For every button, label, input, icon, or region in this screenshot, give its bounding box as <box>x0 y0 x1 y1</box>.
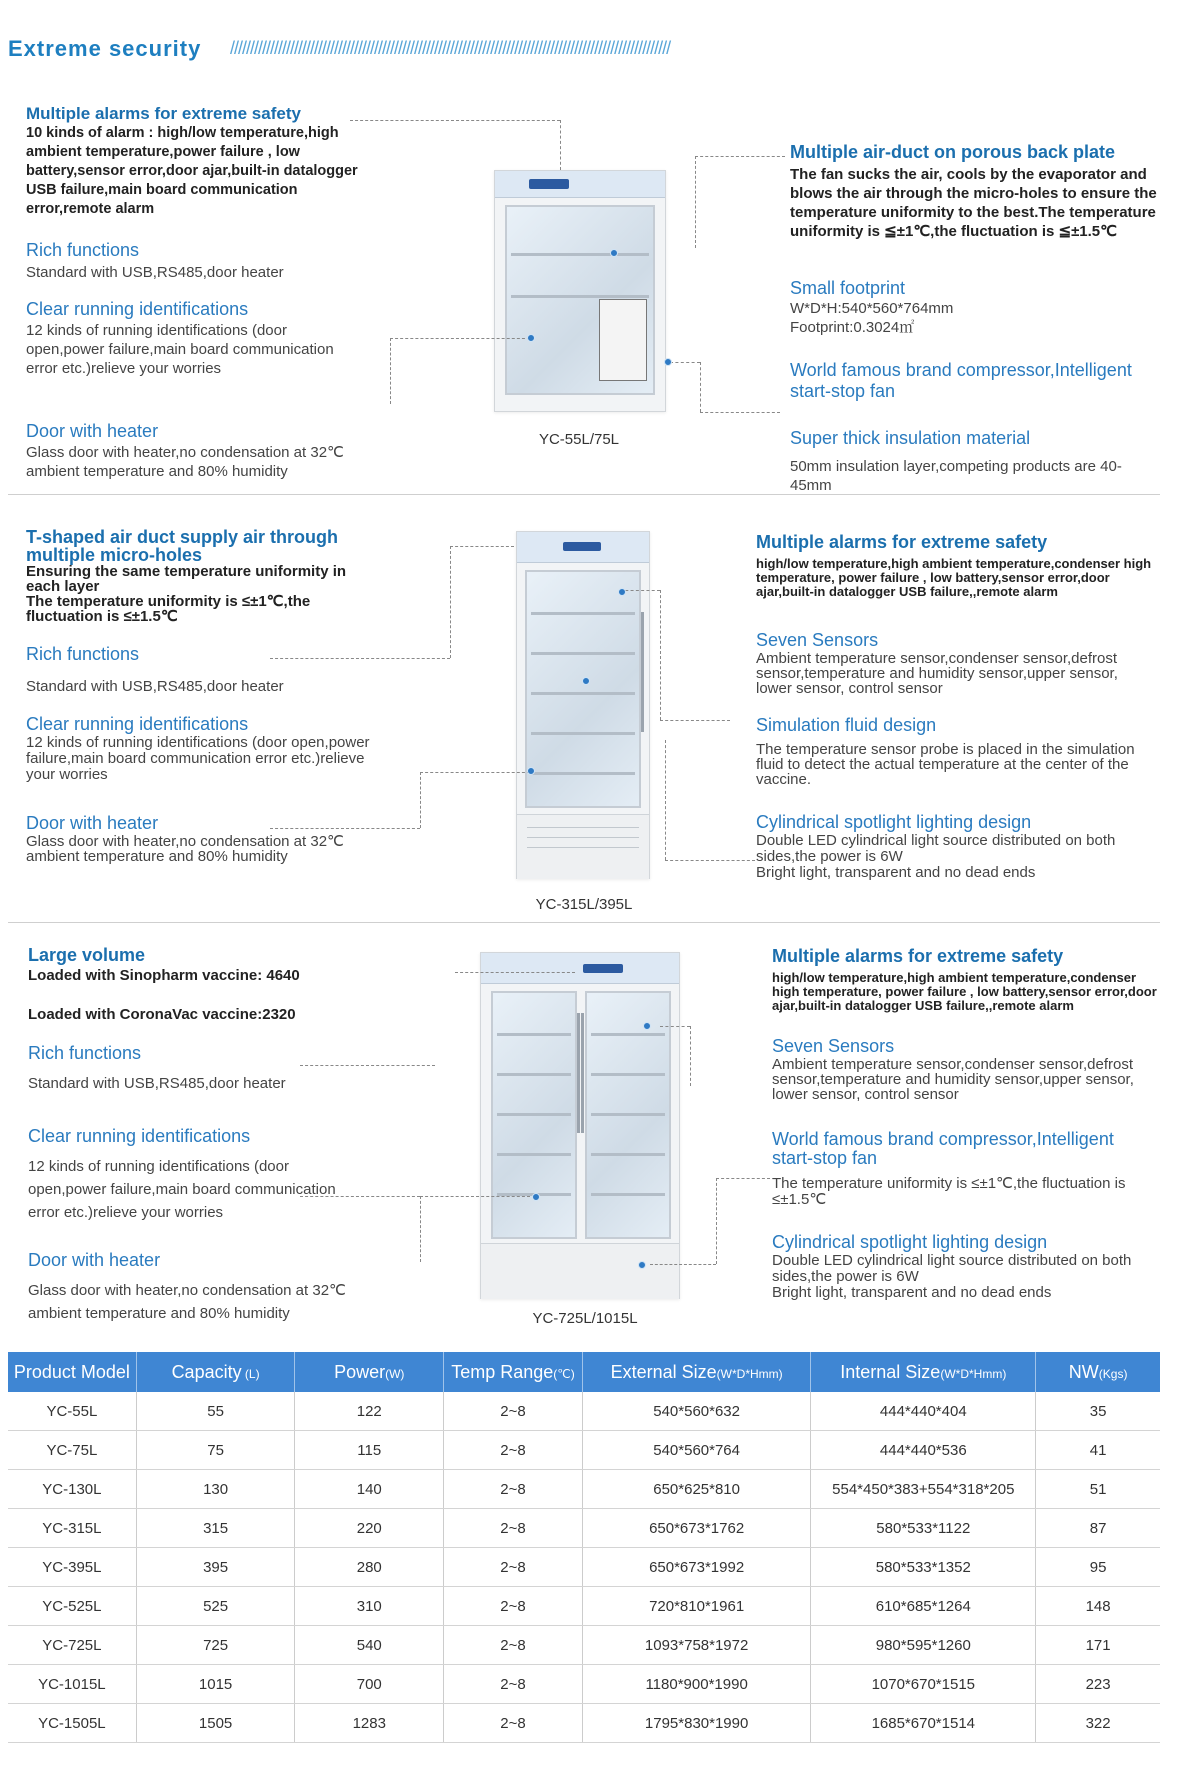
cell-model: YC-315L <box>8 1509 136 1548</box>
cell-nw: 171 <box>1036 1626 1160 1665</box>
cell-power: 700 <box>295 1665 444 1704</box>
cell-power: 540 <box>295 1626 444 1665</box>
feature-text: Standard with USB,RS485,door heater <box>26 264 284 281</box>
feature-text: high/low temperature,high ambient temperature,condenser high temperature, power failure , low battery,sensor error,door ajar,built-in datalogger USB failure,,remote alarm <box>756 556 1152 599</box>
feature-heading: Seven Sensors <box>772 1036 895 1056</box>
feature-text: 12 kinds of running identifications (door open,power failure,main board communication error etc.)relieve your worries <box>26 734 370 783</box>
cell-temp: 2~8 <box>444 1626 583 1665</box>
footprint-area: Footprint:0.3024㎡ <box>790 319 915 336</box>
cell-capacity: 130 <box>136 1470 295 1509</box>
cell-capacity: 55 <box>136 1392 295 1431</box>
cell-power: 140 <box>295 1470 444 1509</box>
cell-model: YC-725L <box>8 1626 136 1665</box>
cell-nw: 322 <box>1036 1704 1160 1743</box>
feature-text: Double LED cylindrical light source distributed on both sides,the power is 6W <box>756 832 1116 865</box>
cell-capacity: 525 <box>136 1587 295 1626</box>
cell-temp: 2~8 <box>444 1704 583 1743</box>
col-header-model: Product Model <box>8 1352 136 1392</box>
feature-text: Ambient temperature sensor,condenser sensor,defrost sensor,temperature and humidity sensor,upper sensor, lower sensor, control sensor <box>772 1056 1134 1103</box>
cell-power: 220 <box>295 1509 444 1548</box>
cell-temp: 2~8 <box>444 1431 583 1470</box>
cell-external: 1795*830*1990 <box>582 1704 811 1743</box>
feature-text: Loaded with Sinopharm vaccine: 4640 <box>28 967 300 984</box>
feature-compressor <box>772 1130 1152 1208</box>
feature-multiple-alarms <box>26 104 376 219</box>
model-caption: YC-725L/1015L <box>532 1310 638 1327</box>
cell-nw: 51 <box>1036 1470 1160 1509</box>
feature-text: high/low temperature,high ambient temperature,condenser high temperature, power failure , low battery,sensor error,door ajar,built-in datalogger USB failure,,remote alarm <box>772 970 1157 1013</box>
feature-heading: Cylindrical spotlight lighting design <box>756 812 1032 832</box>
cell-internal: 580*533*1352 <box>811 1548 1036 1587</box>
feature-t-shaped-duct <box>26 528 376 624</box>
table-row <box>8 1665 1160 1704</box>
cell-model: YC-55L <box>8 1392 136 1431</box>
feature-text: Glass door with heater,no condensation at 32℃ ambient temperature and 80% humidity <box>26 833 344 865</box>
page-title: Extreme security <box>8 36 202 61</box>
cell-internal: 444*440*536 <box>811 1431 1036 1470</box>
model-caption: YC-315L/395L <box>535 896 633 913</box>
col-header-internal-size: Internal Size(W*D*Hmm) <box>811 1352 1036 1392</box>
feature-heading: Simulation fluid design <box>756 715 937 735</box>
feature-text: Bright light, transparent and no dead ends <box>756 864 1036 881</box>
cell-internal: 980*595*1260 <box>811 1626 1036 1665</box>
cell-external: 1093*758*1972 <box>582 1626 811 1665</box>
feature-text: Ambient temperature sensor,condenser sensor,defrost sensor,temperature and humidity sensor,upper sensor, lower sensor, control sensor <box>756 650 1118 697</box>
feature-seven-sensors <box>756 630 1151 696</box>
cell-internal: 1070*670*1515 <box>811 1665 1036 1704</box>
cell-external: 720*810*1961 <box>582 1587 811 1626</box>
cell-nw: 41 <box>1036 1431 1160 1470</box>
cell-external: 540*560*764 <box>582 1431 811 1470</box>
glass-door <box>505 205 655 395</box>
feature-heading: Multiple alarms for extreme safety <box>772 946 1064 966</box>
cell-external: 540*560*632 <box>582 1392 811 1431</box>
cell-internal: 444*440*404 <box>811 1392 1036 1431</box>
col-header-nw: NW(Kgs) <box>1036 1352 1160 1392</box>
feature-large-volume <box>28 945 388 1024</box>
glass-door-right <box>585 991 671 1239</box>
cell-temp: 2~8 <box>444 1587 583 1626</box>
cell-temp: 2~8 <box>444 1548 583 1587</box>
feature-text: 10 kinds of alarm : high/low temperature,high ambient temperature,power failure , low battery,sensor error,door ajar,built-in datalogger USB failure,main board communication error,remote alarm <box>26 125 358 217</box>
cell-external: 650*673*1762 <box>582 1509 811 1548</box>
feature-seven-sensors <box>772 1036 1162 1102</box>
feature-text: Double LED cylindrical light source distributed on both sides,the power is 6W <box>772 1252 1132 1285</box>
cell-capacity: 395 <box>136 1548 295 1587</box>
cell-model: YC-395L <box>8 1548 136 1587</box>
cell-temp: 2~8 <box>444 1665 583 1704</box>
feature-text: The temperature uniformity is ≤±1℃,the fluctuation is ≤±1.5℃ <box>26 593 311 625</box>
glass-door <box>525 570 641 808</box>
label-card <box>599 299 647 381</box>
cell-capacity: 1505 <box>136 1704 295 1743</box>
feature-heading: World famous brand compressor,Intelligent start-stop fan <box>772 1129 1114 1168</box>
feature-heading: Rich functions <box>28 1043 142 1063</box>
feature-text: The temperature sensor probe is placed in the simulation fluid to detect the actual temperature at the center of the vaccine. <box>756 741 1135 788</box>
feature-text: Ensuring the same temperature uniformity in each layer <box>26 563 347 595</box>
cell-capacity: 75 <box>136 1431 295 1470</box>
feature-door-heater <box>26 421 366 481</box>
feature-simulation-fluid <box>756 715 1151 787</box>
table-row <box>8 1548 1160 1587</box>
feature-heading: Door with heater <box>28 1250 161 1270</box>
feature-heading: Multiple alarms for extreme safety <box>26 104 301 123</box>
feature-heading: Clear running identifications <box>26 714 249 734</box>
feature-small-footprint <box>790 278 1160 337</box>
cell-capacity: 1015 <box>136 1665 295 1704</box>
feature-heading: Rich functions <box>26 644 140 664</box>
table-row <box>8 1431 1160 1470</box>
title-decoration: ////////////////////////////////////////////////////////////////////////////////////////////////////////////// <box>230 38 671 58</box>
feature-text: The temperature uniformity is ≤±1℃,the fluctuation is ≤±1.5℃ <box>772 1175 1126 1208</box>
table-row <box>8 1470 1160 1509</box>
cell-external: 650*673*1992 <box>582 1548 811 1587</box>
feature-spotlight-lighting <box>756 812 1151 881</box>
model-caption: YC-55L/75L <box>538 431 620 448</box>
feature-text: 12 kinds of running identifications (door open,power failure,main board communication error etc.)relieve your worries <box>26 322 334 377</box>
cell-model: YC-1015L <box>8 1665 136 1704</box>
control-display <box>529 179 569 189</box>
cell-power: 310 <box>295 1587 444 1626</box>
col-header-temp-range: Temp Range(℃) <box>444 1352 583 1392</box>
feature-rich-functions <box>28 1043 368 1093</box>
spec-table <box>8 1352 1160 1743</box>
table-row <box>8 1392 1160 1431</box>
footprint-size: W*D*H:540*560*764mm <box>790 300 954 317</box>
feature-heading: Multiple alarms for extreme safety <box>756 532 1048 552</box>
section-divider <box>8 922 1160 923</box>
glass-door-left <box>491 991 577 1239</box>
col-header-power: Power(W) <box>295 1352 444 1392</box>
feature-heading: Clear running identifications <box>26 299 249 319</box>
feature-text: Standard with USB,RS485,door heater <box>26 678 284 695</box>
cell-temp: 2~8 <box>444 1509 583 1548</box>
feature-text: Glass door with heater,no condensation at 32℃ ambient temperature and 80% humidity <box>28 1282 346 1322</box>
feature-heading: World famous brand compressor,Intelligent start-stop fan <box>790 360 1132 401</box>
col-header-external-size: External Size(W*D*Hmm) <box>582 1352 811 1392</box>
cell-nw: 35 <box>1036 1392 1160 1431</box>
cell-internal: 554*450*383+554*318*205 <box>811 1470 1036 1509</box>
table-header-row <box>8 1352 1160 1392</box>
cell-temp: 2~8 <box>444 1392 583 1431</box>
feature-rich-functions <box>26 644 366 696</box>
feature-text: The fan sucks the air, cools by the evaporator and blows the air through the micro-holes to ensure the temperature uniformity to the best.The temperature uniformity is ≦±1℃,the fluctuation is ≦±1.5℃ <box>790 166 1157 240</box>
cell-temp: 2~8 <box>444 1470 583 1509</box>
feature-heading: Multiple air-duct on porous back plate <box>790 142 1116 162</box>
table-row <box>8 1626 1160 1665</box>
feature-text: 50mm insulation layer,competing products are 40-45mm <box>790 458 1122 494</box>
cell-model: YC-130L <box>8 1470 136 1509</box>
feature-heading: Cylindrical spotlight lighting design <box>772 1232 1048 1252</box>
feature-text: Glass door with heater,no condensation at 32℃ ambient temperature and 80% humidity <box>26 444 344 480</box>
feature-running-identifications <box>28 1126 348 1224</box>
feature-spotlight-lighting <box>772 1232 1162 1301</box>
feature-heading: Door with heater <box>26 421 159 441</box>
cell-model: YC-75L <box>8 1431 136 1470</box>
feature-heading: Rich functions <box>26 240 140 260</box>
feature-text: Standard with USB,RS485,door heater <box>28 1075 286 1092</box>
feature-text: Loaded with CoronaVac vaccine:2320 <box>28 1006 296 1023</box>
cell-nw: 87 <box>1036 1509 1160 1548</box>
feature-heading: Seven Sensors <box>756 630 879 650</box>
feature-text: Bright light, transparent and no dead ends <box>772 1284 1052 1301</box>
cell-capacity: 725 <box>136 1626 295 1665</box>
cell-model: YC-1505L <box>8 1704 136 1743</box>
col-header-capacity: Capacity (L) <box>136 1352 295 1392</box>
feature-compressor <box>790 360 1140 402</box>
feature-running-identifications <box>26 714 376 783</box>
cell-nw: 95 <box>1036 1548 1160 1587</box>
fridge-image-yc-725l <box>480 952 680 1299</box>
control-display <box>583 964 623 973</box>
feature-text: 12 kinds of running identifications (door open,power failure,main board communication error etc.)relieve your worries <box>28 1158 336 1221</box>
cell-power: 115 <box>295 1431 444 1470</box>
fridge-image-yc-55l <box>494 170 666 412</box>
feature-insulation <box>790 428 1150 495</box>
feature-running-identifications <box>26 299 346 378</box>
control-display <box>563 542 601 551</box>
table-row <box>8 1587 1160 1626</box>
table-row <box>8 1704 1160 1743</box>
feature-rich-functions <box>26 240 366 282</box>
cell-internal: 610*685*1264 <box>811 1587 1036 1626</box>
cell-external: 1180*900*1990 <box>582 1665 811 1704</box>
cell-internal: 1685*670*1514 <box>811 1704 1036 1743</box>
fridge-image-yc-315l <box>516 531 650 879</box>
cell-power: 1283 <box>295 1704 444 1743</box>
table-row <box>8 1509 1160 1548</box>
feature-heading: Super thick insulation material <box>790 428 1031 448</box>
feature-air-duct <box>790 142 1160 241</box>
feature-heading: T-shaped air duct supply air through multiple micro-holes <box>26 527 339 565</box>
cell-model: YC-525L <box>8 1587 136 1626</box>
feature-door-heater <box>26 813 366 864</box>
cell-capacity: 315 <box>136 1509 295 1548</box>
feature-heading: Large volume <box>28 945 146 965</box>
cell-external: 650*625*810 <box>582 1470 811 1509</box>
feature-multiple-alarms <box>756 532 1156 599</box>
cell-nw: 148 <box>1036 1587 1160 1626</box>
feature-multiple-alarms <box>772 946 1162 1013</box>
section-divider <box>8 494 1160 495</box>
feature-door-heater <box>28 1250 378 1325</box>
cell-power: 280 <box>295 1548 444 1587</box>
cell-power: 122 <box>295 1392 444 1431</box>
feature-heading: Small footprint <box>790 278 906 298</box>
cell-nw: 223 <box>1036 1665 1160 1704</box>
cell-internal: 580*533*1122 <box>811 1509 1036 1548</box>
feature-heading: Door with heater <box>26 813 159 833</box>
feature-heading: Clear running identifications <box>28 1126 251 1146</box>
